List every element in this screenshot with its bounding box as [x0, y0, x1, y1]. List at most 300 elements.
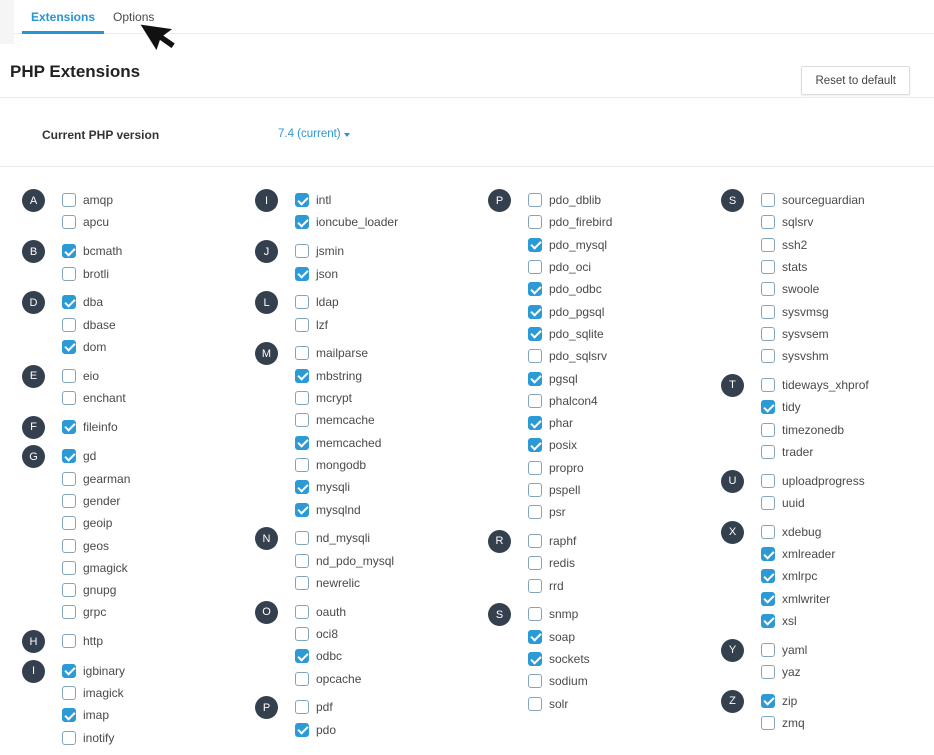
- extension-label: redis: [549, 556, 576, 571]
- extension-row-trader[interactable]: [761, 441, 934, 463]
- checkbox-geos[interactable]: [62, 539, 76, 553]
- extension-label: igbinary: [83, 663, 126, 678]
- checkbox-mbstring[interactable]: [295, 369, 309, 383]
- checkbox-mailparse[interactable]: [295, 346, 309, 360]
- extension-row-memcache[interactable]: [295, 409, 485, 431]
- extension-row-http[interactable]: [62, 630, 252, 652]
- extension-row-gender[interactable]: [62, 490, 252, 512]
- letter-badge-G: G: [22, 445, 45, 468]
- extension-row-sysvshm[interactable]: [761, 345, 934, 367]
- extension-row-gearman[interactable]: [62, 467, 252, 489]
- checkbox-mysqlnd[interactable]: [295, 503, 309, 517]
- checkbox-sysvshm[interactable]: [761, 349, 775, 363]
- extension-items: [528, 603, 718, 714]
- extension-label: amqp: [83, 193, 114, 208]
- checkbox-memcached[interactable]: [295, 436, 309, 450]
- checkbox-pdo[interactable]: [295, 723, 309, 737]
- extension-label: geoip: [83, 516, 113, 531]
- extension-group-T: [721, 374, 934, 463]
- extension-row-mysqli[interactable]: [295, 476, 485, 498]
- extension-items: [295, 240, 485, 285]
- letter-badge-B: B: [22, 240, 45, 263]
- extension-row-xmlreader[interactable]: [761, 543, 934, 565]
- extension-items: [761, 374, 934, 463]
- extension-row-psr[interactable]: [528, 501, 718, 523]
- extension-label: sysvmsg: [782, 304, 829, 319]
- extension-row-uuid[interactable]: [761, 492, 934, 514]
- extension-row-soap[interactable]: [528, 626, 718, 648]
- extension-row-amqp[interactable]: [62, 189, 252, 211]
- extension-row-dbase[interactable]: [62, 313, 252, 335]
- checkbox-dba[interactable]: [62, 295, 76, 309]
- extension-row-fileinfo[interactable]: [62, 416, 252, 438]
- extension-row-pdo[interactable]: [295, 719, 485, 741]
- checkbox-nd_pdo_mysql[interactable]: [295, 554, 309, 568]
- checkbox-inotify[interactable]: [62, 731, 76, 745]
- extension-label: pdo_dblib: [549, 193, 602, 208]
- checkbox-phar[interactable]: [528, 416, 542, 430]
- extension-row-mysqlnd[interactable]: [295, 498, 485, 520]
- extension-row-sodium[interactable]: [528, 670, 718, 692]
- extension-row-gd[interactable]: [62, 445, 252, 467]
- extension-label: lzf: [316, 317, 328, 332]
- extension-group-M: [255, 342, 485, 520]
- extension-row-imagick[interactable]: [62, 682, 252, 704]
- extension-row-bcmath[interactable]: [62, 240, 252, 262]
- extension-group-O: [255, 601, 485, 690]
- extension-row-odbc[interactable]: [295, 645, 485, 667]
- extension-label: pdo: [316, 722, 337, 737]
- checkbox-nd_mysqli[interactable]: [295, 531, 309, 545]
- extension-items: [295, 527, 485, 594]
- extension-label: gearman: [83, 471, 131, 486]
- checkbox-mysqli[interactable]: [295, 480, 309, 494]
- checkbox-xmlrpc[interactable]: [761, 569, 775, 583]
- extension-row-igbinary[interactable]: [62, 660, 252, 682]
- extensions-grid: [0, 189, 934, 752]
- extension-label: tideways_xhprof: [782, 378, 869, 393]
- extension-label: ldap: [316, 295, 339, 310]
- checkbox-opcache[interactable]: [295, 672, 309, 686]
- letter-badge-A: A: [22, 189, 45, 212]
- extension-label: intl: [316, 193, 332, 208]
- extension-row-tideways_xhprof[interactable]: [761, 374, 934, 396]
- extension-label: bcmath: [83, 244, 123, 259]
- extensions-column: [721, 189, 934, 741]
- extension-row-pdo_mysql[interactable]: [528, 234, 718, 256]
- checkbox-oci8[interactable]: [295, 627, 309, 641]
- extension-label: xmlrpc: [782, 569, 818, 584]
- extension-row-solr[interactable]: [528, 693, 718, 715]
- extension-label: dom: [83, 339, 107, 354]
- php-version-label: Current PHP version: [42, 128, 160, 142]
- extension-label: geos: [83, 538, 110, 553]
- extension-row-pdo_dblib[interactable]: [528, 189, 718, 211]
- extension-row-intl[interactable]: [295, 189, 485, 211]
- checkbox-ssh2[interactable]: [761, 238, 775, 252]
- checkbox-imagick[interactable]: [62, 686, 76, 700]
- extension-row-sockets[interactable]: [528, 648, 718, 670]
- extension-label: http: [83, 634, 104, 649]
- checkbox-xmlreader[interactable]: [761, 547, 775, 561]
- extension-group-Z: [721, 690, 934, 735]
- checkbox-stats[interactable]: [761, 260, 775, 274]
- extension-label: dba: [83, 295, 104, 310]
- extension-row-brotli[interactable]: [62, 262, 252, 284]
- checkbox-imap[interactable]: [62, 708, 76, 722]
- extension-row-eio[interactable]: [62, 365, 252, 387]
- extension-label: xsl: [782, 613, 797, 628]
- checkbox-bcmath[interactable]: [62, 244, 76, 258]
- extension-row-sourceguardian[interactable]: [761, 189, 934, 211]
- checkbox-pgsql[interactable]: [528, 372, 542, 386]
- checkbox-posix[interactable]: [528, 438, 542, 452]
- extension-label: sqlsrv: [782, 215, 814, 230]
- extension-row-timezonedb[interactable]: [761, 418, 934, 440]
- php-version-value: 7.4 (current): [278, 128, 341, 140]
- extension-label: uuid: [782, 496, 805, 510]
- extension-row-mcrypt[interactable]: [295, 387, 485, 409]
- extension-label: phalcon4: [549, 393, 598, 408]
- extension-row-sysvmsg[interactable]: [761, 300, 934, 322]
- extension-label: memcached: [316, 435, 382, 450]
- extension-row-xmlwriter[interactable]: [761, 588, 934, 610]
- extension-label: json: [316, 266, 339, 281]
- extension-label: ioncube_loader: [316, 215, 399, 230]
- extension-label: mysqli: [316, 480, 351, 495]
- extension-row-pdo_firebird[interactable]: [528, 211, 718, 233]
- extension-label: gnupg: [83, 583, 117, 598]
- checkbox-rrd[interactable]: [528, 579, 542, 593]
- extension-row-json[interactable]: [295, 262, 485, 284]
- checkbox-xmlwriter[interactable]: [761, 592, 775, 606]
- extension-items: [62, 660, 252, 749]
- background-notch: [0, 0, 14, 44]
- extension-row-raphf[interactable]: [528, 530, 718, 552]
- checkbox-memcache[interactable]: [295, 413, 309, 427]
- checkbox-geoip[interactable]: [62, 516, 76, 530]
- extension-row-yaz[interactable]: [761, 661, 934, 683]
- extension-row-inotify[interactable]: [62, 726, 252, 748]
- extension-row-oci8[interactable]: [295, 623, 485, 645]
- checkbox-mongodb[interactable]: [295, 458, 309, 472]
- extensions-column: [255, 189, 485, 747]
- checkbox-pdo_oci[interactable]: [528, 260, 542, 274]
- extension-row-mongodb[interactable]: [295, 454, 485, 476]
- extension-row-dom[interactable]: [62, 336, 252, 358]
- checkbox-ldap[interactable]: [295, 295, 309, 309]
- extension-label: pdo_mysql: [549, 237, 608, 252]
- extension-row-pdo_odbc[interactable]: [528, 278, 718, 300]
- checkbox-propro[interactable]: [528, 461, 542, 475]
- letter-badge-M: M: [255, 342, 278, 365]
- checkbox-tideways_xhprof[interactable]: [761, 378, 775, 392]
- extension-row-zip[interactable]: [761, 690, 934, 712]
- letter-badge-D: D: [22, 291, 45, 314]
- checkbox-xdebug[interactable]: [761, 525, 775, 539]
- checkbox-sqlsrv[interactable]: [761, 215, 775, 229]
- checkbox-ioncube_loader[interactable]: [295, 215, 309, 229]
- checkbox-raphf[interactable]: [528, 534, 542, 548]
- checkbox-swoole[interactable]: [761, 282, 775, 296]
- checkbox-eio[interactable]: [62, 369, 76, 383]
- extension-row-phar[interactable]: [528, 412, 718, 434]
- checkbox-redis[interactable]: [528, 556, 542, 570]
- extension-label: oci8: [316, 626, 339, 641]
- extension-items: [295, 189, 485, 234]
- extension-row-lzf[interactable]: [295, 313, 485, 335]
- checkbox-fileinfo[interactable]: [62, 420, 76, 434]
- extension-label: pdo_sqlsrv: [549, 349, 608, 364]
- extension-label: newrelic: [316, 575, 361, 590]
- checkbox-mcrypt[interactable]: [295, 391, 309, 405]
- extension-row-propro[interactable]: [528, 457, 718, 479]
- checkbox-jsmin[interactable]: [295, 244, 309, 258]
- checkbox-pdo_sqlsrv[interactable]: [528, 349, 542, 363]
- letter-badge-E: E: [22, 365, 45, 388]
- extension-row-geoip[interactable]: [62, 512, 252, 534]
- extension-row-jsmin[interactable]: [295, 240, 485, 262]
- extension-label: ssh2: [782, 237, 808, 252]
- checkbox-sysvsem[interactable]: [761, 327, 775, 341]
- extension-label: xmlwriter: [782, 591, 830, 606]
- checkbox-intl[interactable]: [295, 193, 309, 207]
- checkbox-gmagick[interactable]: [62, 561, 76, 575]
- checkbox-gender[interactable]: [62, 494, 76, 508]
- extension-group-Y: [721, 639, 934, 684]
- extension-label: pgsql: [549, 371, 578, 386]
- extension-group-I: [255, 189, 485, 234]
- checkbox-yaz[interactable]: [761, 665, 775, 679]
- divider: [0, 97, 934, 98]
- extension-label: posix: [549, 438, 578, 453]
- extension-items: [761, 470, 934, 515]
- extension-row-apcu[interactable]: [62, 211, 252, 233]
- checkbox-odbc[interactable]: [295, 649, 309, 663]
- extension-row-stats[interactable]: [761, 256, 934, 278]
- extension-items: [62, 365, 252, 410]
- extension-group-U: [721, 470, 934, 515]
- letter-badge-O: O: [255, 601, 278, 624]
- letter-badge-U: U: [721, 470, 744, 493]
- extension-label: rrd: [549, 578, 564, 593]
- extension-label: pdo_firebird: [549, 215, 613, 230]
- extension-label: fileinfo: [83, 419, 118, 434]
- checkbox-brotli[interactable]: [62, 267, 76, 281]
- extension-items: [295, 342, 485, 520]
- extension-label: sockets: [549, 652, 590, 667]
- extension-row-swoole[interactable]: [761, 278, 934, 300]
- checkbox-tidy[interactable]: [761, 400, 775, 414]
- extension-row-mbstring[interactable]: [295, 365, 485, 387]
- extension-row-xsl[interactable]: [761, 610, 934, 632]
- checkbox-xsl[interactable]: [761, 614, 775, 628]
- extension-row-pspell[interactable]: [528, 479, 718, 501]
- checkbox-http[interactable]: [62, 634, 76, 648]
- checkbox-gearman[interactable]: [62, 472, 76, 486]
- checkbox-uuid[interactable]: [761, 496, 775, 510]
- extension-row-gmagick[interactable]: [62, 557, 252, 579]
- checkbox-json[interactable]: [295, 267, 309, 281]
- extension-row-nd_mysqli[interactable]: [295, 527, 485, 549]
- letter-badge-S: S: [488, 603, 511, 626]
- checkbox-lzf[interactable]: [295, 318, 309, 332]
- letter-badge-L: L: [255, 291, 278, 314]
- extension-label: xmlreader: [782, 547, 836, 562]
- extension-row-enchant[interactable]: [62, 387, 252, 409]
- checkbox-psr[interactable]: [528, 505, 542, 519]
- checkbox-pdo_dblib[interactable]: [528, 193, 542, 207]
- extension-label: pdf: [316, 700, 333, 715]
- extension-row-posix[interactable]: [528, 434, 718, 456]
- extension-row-phalcon4[interactable]: [528, 390, 718, 412]
- extension-label: gmagick: [83, 560, 128, 575]
- checkbox-sodium[interactable]: [528, 674, 542, 688]
- reset-to-default-button[interactable]: Reset to default: [801, 66, 910, 95]
- checkbox-pdo_mysql[interactable]: [528, 238, 542, 252]
- tab-options[interactable]: Options: [113, 9, 155, 24]
- checkbox-grpc[interactable]: [62, 605, 76, 619]
- checkbox-amqp[interactable]: [62, 193, 76, 207]
- extension-row-dba[interactable]: [62, 291, 252, 313]
- extension-row-oauth[interactable]: [295, 601, 485, 623]
- checkbox-oauth[interactable]: [295, 605, 309, 619]
- extension-row-snmp[interactable]: [528, 603, 718, 625]
- extension-row-gnupg[interactable]: [62, 579, 252, 601]
- mouse-cursor-icon: [130, 20, 178, 68]
- letter-badge-S: S: [721, 189, 744, 212]
- extension-row-pdo_pgsql[interactable]: [528, 300, 718, 322]
- checkbox-newrelic[interactable]: [295, 576, 309, 590]
- extension-group-P: [488, 189, 718, 523]
- extension-items: [295, 696, 485, 741]
- extension-label: stats: [782, 260, 808, 275]
- extension-row-xdebug[interactable]: [761, 521, 934, 543]
- checkbox-pdf[interactable]: [295, 700, 309, 714]
- extension-row-mailparse[interactable]: [295, 342, 485, 364]
- checkbox-uploadprogress[interactable]: [761, 474, 775, 488]
- checkbox-dom[interactable]: [62, 340, 76, 354]
- extension-row-yaml[interactable]: [761, 639, 934, 661]
- extension-row-newrelic[interactable]: [295, 572, 485, 594]
- checkbox-trader[interactable]: [761, 445, 775, 459]
- extension-group-X: [721, 521, 934, 632]
- checkbox-pspell[interactable]: [528, 483, 542, 497]
- extension-row-opcache[interactable]: [295, 667, 485, 689]
- checkbox-soap[interactable]: [528, 630, 542, 644]
- checkbox-zip[interactable]: [761, 694, 775, 708]
- extension-group-L: [255, 291, 485, 336]
- extension-row-geos[interactable]: [62, 534, 252, 556]
- php-version-dropdown[interactable]: [278, 128, 350, 140]
- extension-label: sysvsem: [782, 326, 829, 341]
- letter-badge-I: I: [22, 660, 45, 683]
- extension-row-grpc[interactable]: [62, 601, 252, 623]
- letter-badge-Y: Y: [721, 639, 744, 662]
- checkbox-solr[interactable]: [528, 697, 542, 711]
- extension-row-redis[interactable]: [528, 552, 718, 574]
- checkbox-dbase[interactable]: [62, 318, 76, 332]
- extension-row-ssh2[interactable]: [761, 234, 934, 256]
- checkbox-zmq[interactable]: [761, 716, 775, 730]
- extension-label: mailparse: [316, 346, 369, 361]
- extension-row-pdf[interactable]: [295, 696, 485, 718]
- extension-label: pdo_sqlite: [549, 326, 604, 341]
- extension-row-uploadprogress[interactable]: [761, 470, 934, 492]
- checkbox-snmp[interactable]: [528, 607, 542, 621]
- extension-row-pdo_oci[interactable]: [528, 256, 718, 278]
- extension-items: [62, 240, 252, 285]
- checkbox-sourceguardian[interactable]: [761, 193, 775, 207]
- checkbox-pdo_odbc[interactable]: [528, 282, 542, 296]
- extension-row-ioncube_loader[interactable]: [295, 211, 485, 233]
- checkbox-pdo_sqlite[interactable]: [528, 327, 542, 341]
- checkbox-pdo_firebird[interactable]: [528, 215, 542, 229]
- checkbox-yaml[interactable]: [761, 643, 775, 657]
- extension-group-H: [22, 630, 252, 653]
- letter-badge-H: H: [22, 630, 45, 653]
- letter-badge-P: P: [255, 696, 278, 719]
- checkbox-phalcon4[interactable]: [528, 394, 542, 408]
- extension-row-tidy[interactable]: [761, 396, 934, 418]
- extension-label: sourceguardian: [782, 193, 865, 208]
- extension-row-nd_pdo_mysql[interactable]: [295, 549, 485, 571]
- extension-label: gd: [83, 449, 97, 464]
- checkbox-sysvmsg[interactable]: [761, 305, 775, 319]
- extension-row-pdo_sqlite[interactable]: [528, 323, 718, 345]
- extension-label: swoole: [782, 282, 820, 297]
- checkbox-gd[interactable]: [62, 449, 76, 463]
- extension-items: [62, 630, 252, 653]
- extension-label: nd_pdo_mysql: [316, 553, 395, 568]
- letter-badge-F: F: [22, 416, 45, 439]
- extension-row-memcached[interactable]: [295, 431, 485, 453]
- extension-label: opcache: [316, 671, 362, 686]
- extension-label: imagick: [83, 685, 124, 700]
- checkbox-pdo_pgsql[interactable]: [528, 305, 542, 319]
- extension-row-pgsql[interactable]: [528, 367, 718, 389]
- extension-label: inotify: [83, 730, 115, 745]
- extension-row-imap[interactable]: [62, 704, 252, 726]
- checkbox-gnupg[interactable]: [62, 583, 76, 597]
- extension-row-sqlsrv[interactable]: [761, 211, 934, 233]
- checkbox-enchant[interactable]: [62, 391, 76, 405]
- checkbox-apcu[interactable]: [62, 215, 76, 229]
- extensions-column: [22, 189, 252, 755]
- extension-row-rrd[interactable]: [528, 575, 718, 597]
- extension-label: gender: [83, 493, 121, 508]
- extension-row-pdo_sqlsrv[interactable]: [528, 345, 718, 367]
- checkbox-sockets[interactable]: [528, 652, 542, 666]
- extension-label: tidy: [782, 400, 801, 415]
- extension-row-sysvsem[interactable]: [761, 323, 934, 345]
- extension-items: [62, 416, 252, 439]
- extension-label: xdebug: [782, 524, 822, 539]
- tab-extensions[interactable]: Extensions: [22, 0, 104, 33]
- checkbox-timezonedb[interactable]: [761, 423, 775, 437]
- extension-row-ldap[interactable]: [295, 291, 485, 313]
- letter-badge-X: X: [721, 521, 744, 544]
- extension-items: [528, 189, 718, 523]
- extension-label: jsmin: [316, 244, 345, 259]
- extension-row-zmq[interactable]: [761, 712, 934, 734]
- extension-items: [528, 530, 718, 597]
- extension-label: odbc: [316, 649, 343, 664]
- checkbox-igbinary[interactable]: [62, 664, 76, 678]
- letter-badge-J: J: [255, 240, 278, 263]
- extension-label: trader: [782, 444, 814, 459]
- extension-row-xmlrpc[interactable]: [761, 565, 934, 587]
